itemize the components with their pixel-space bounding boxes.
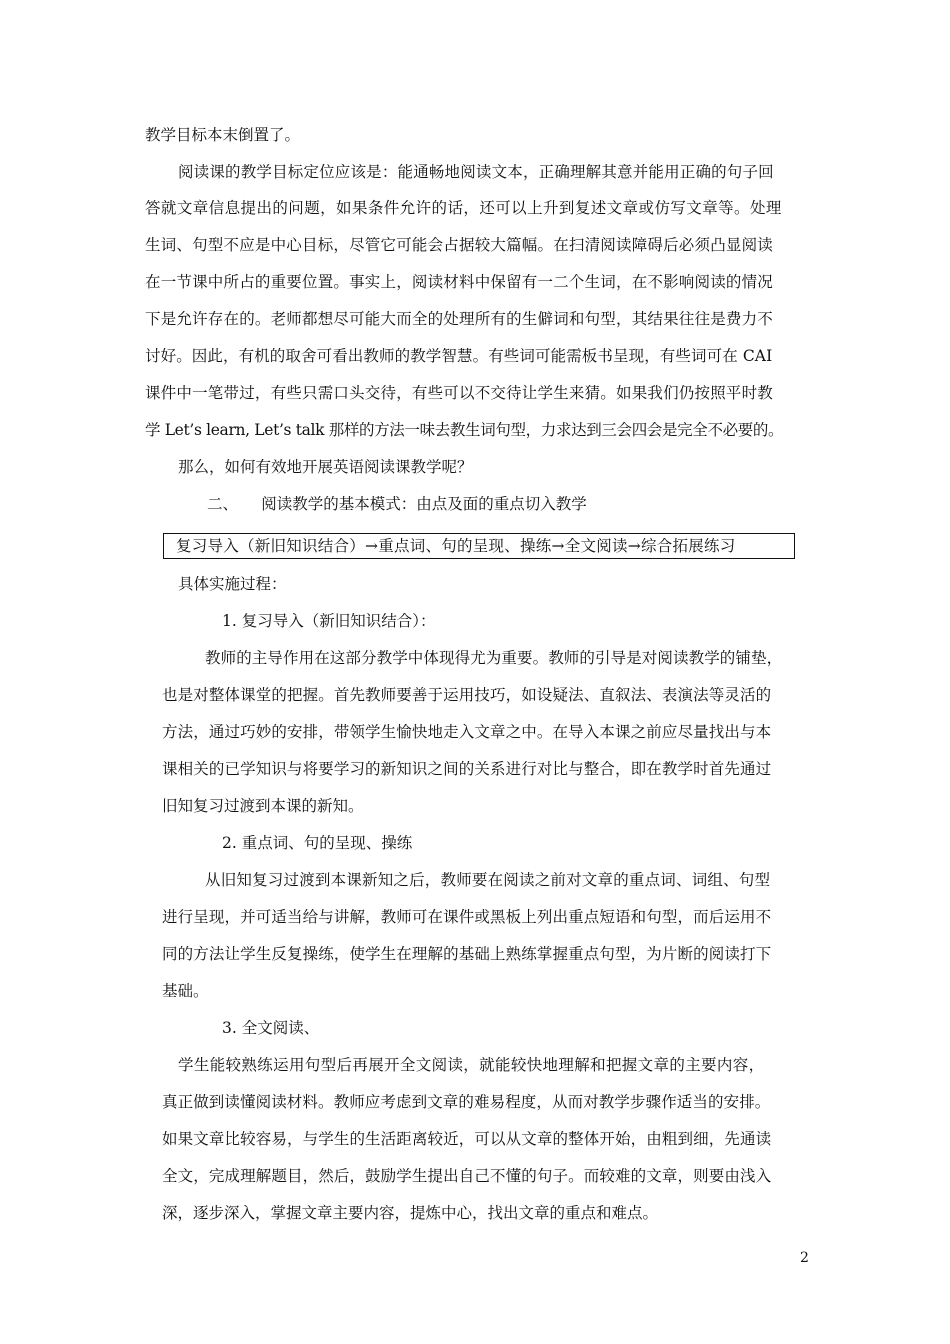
- text-line: 课件中一笔带过，有些只需口头交待，有些可以不交待让学生来猜。如果我们仍按照平时教: [145, 384, 774, 402]
- text-line: 学 Let’s learn, Let’s talk 那样的方法一味去教生词句型，力求达到三会四会是完全不必要的。: [145, 421, 784, 439]
- text-line: 从旧知复习过渡到本课新知之后，教师要在阅读之前对文章的重点词、词组、句型: [205, 871, 771, 889]
- subheading-2: 2. 重点词、句的呈现、操练: [222, 834, 413, 852]
- text-line: 学生能较熟练运用句型后再展开全文阅读，就能较快地理解和把握文章的主要内容，: [178, 1056, 765, 1074]
- text-line: 具体实施过程：: [178, 575, 287, 593]
- page-number: 2: [800, 1250, 809, 1266]
- section-heading: 二、 阅读教学的基本模式：由点及面的重点切入教学: [207, 495, 587, 513]
- text-line: 在一节课中所占的重要位置。事实上，阅读材料中保留有一二个生词，在不影响阅读的情况: [145, 273, 774, 291]
- text-line: 如果文章比较容易，与学生的生活距离较近，可以从文章的整体开始，由粗到细，先通读: [162, 1130, 772, 1148]
- text-line: 教学目标本末倒置了。: [145, 126, 301, 144]
- subheading-3: 3. 全文阅读、: [222, 1019, 320, 1037]
- text-line: 同的方法让学生反复操练，使学生在理解的基础上熟练掌握重点句型，为片断的阅读打下: [162, 945, 772, 963]
- text-line: 基础。: [162, 982, 209, 1000]
- text-line: 旧知复习过渡到本课的新知。: [162, 797, 364, 815]
- text-line: 那么，如何有效地开展英语阅读课教学呢？: [178, 458, 473, 476]
- text-line: 方法，通过巧妙的安排，带领学生愉快地走入文章之中。在导入本课之前应尽量找出与本: [162, 723, 772, 741]
- text-line: 真正做到读懂阅读材料。教师应考虑到文章的难易程度，从而对教学步骤作适当的安排。: [162, 1093, 771, 1111]
- text-line: 深，逐步深入，掌握文章主要内容，提炼中心，找出文章的重点和难点。: [162, 1204, 659, 1222]
- text-line: 生词、句型不应是中心目标，尽管它可能会占据较大篇幅。在扫清阅读障碍后必须凸显阅读: [145, 236, 774, 254]
- text-line: 答就文章信息提出的问题，如果条件允许的话，还可以上升到复述文章或仿写文章等。处理: [145, 199, 782, 217]
- text-line: 也是对整体课堂的把握。首先教师要善于运用技巧，如设疑法、直叙法、表演法等灵活的: [162, 686, 772, 704]
- text-line: 下是允许存在的。老师都想尽可能大而全的处理所有的生僻词和句型，其结果往往是费力不: [145, 310, 774, 328]
- subheading-1: 1. 复习导入（新旧知识结合）：: [222, 612, 436, 630]
- text-line: 全文，完成理解题目，然后，鼓励学生提出自己不懂的句子。而较难的文章，则要由浅入: [162, 1167, 772, 1185]
- text-line: 进行呈现，并可适当给与讲解，教师可在课件或黑板上列出重点短语和句型，而后运用不: [162, 908, 772, 926]
- text-line: 教师的主导作用在这部分教学中体现得尤为重要。教师的引导是对阅读教学的铺垫，: [205, 649, 783, 667]
- process-flow-text: 复习导入（新旧知识结合）→重点词、句的呈现、操练→全文阅读→综合拓展练习: [176, 537, 736, 555]
- text-line: 阅读课的教学目标定位应该是：能通畅地阅读文本，正确理解其意并能用正确的句子回: [178, 163, 774, 181]
- text-line: 讨好。因此，有机的取舍可看出教师的教学智慧。有些词可能需板书呈现，有些词可在 CAI: [145, 347, 773, 365]
- text-line: 课相关的已学知识与将要学习的新知识之间的关系进行对比与整合，即在教学时首先通过: [162, 760, 772, 778]
